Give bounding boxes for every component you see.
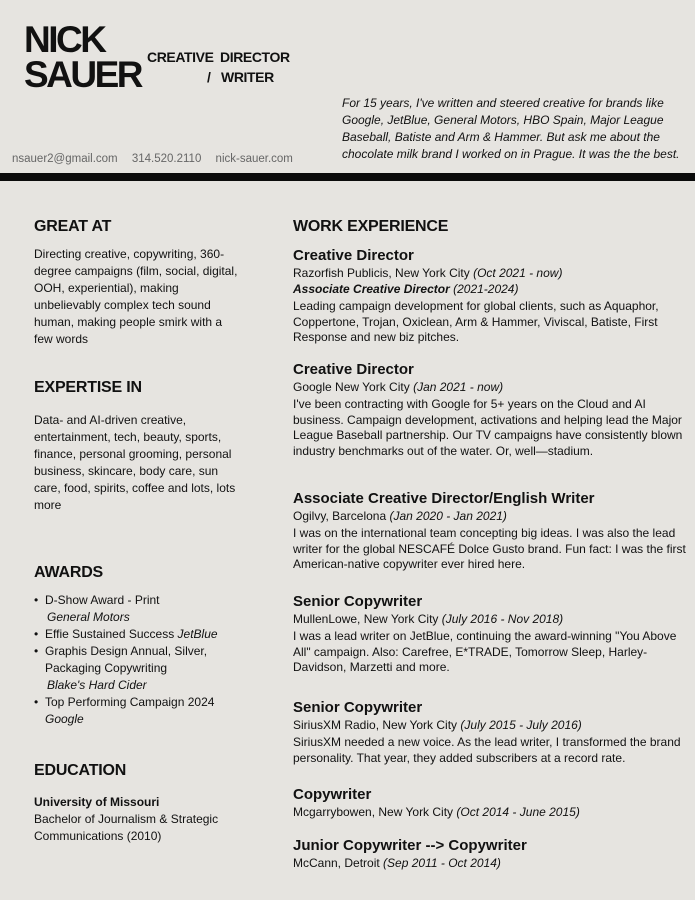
work-heading: WORK EXPERIENCE <box>293 218 449 235</box>
job-entry <box>293 698 688 766</box>
award-client: Google <box>45 712 84 726</box>
job-title: Creative Director <box>293 247 414 264</box>
awards-heading: AWARDS <box>34 564 104 581</box>
job-company-line <box>293 611 688 627</box>
job-company: Razorfish Publicis, New York City <box>293 266 470 280</box>
awards-list <box>34 592 239 728</box>
job-subtitle-dates: (2021-2024) <box>453 282 519 296</box>
role-slash: / <box>207 69 211 85</box>
award-item <box>34 643 239 694</box>
contact-website[interactable]: nick-sauer.com <box>215 153 293 165</box>
award-title: Graphis Design Annual, Silver, Packaging Copywriting <box>45 644 208 675</box>
job-title: Senior Copywriter <box>293 699 423 716</box>
expertise-section <box>34 379 239 514</box>
job-title: Copywriter <box>293 786 372 803</box>
contact-info <box>12 153 304 165</box>
award-client: General Motors <box>47 610 130 624</box>
job-company: MullenLowe, New York City <box>293 612 439 626</box>
education-degree: Bachelor of Journalism & Strategic Communications (2010) <box>34 812 219 843</box>
job-company: Ogilvy, Barcelona <box>293 509 387 523</box>
job-entry <box>293 592 688 676</box>
job-description: I was a lead writer on JetBlue, continuing the award-winning "You Above All" campaign. Also: Carefree, E*TRADE, Tomorrow Sleep, Harley-Davidson, Marzetti and more. <box>293 629 677 674</box>
name-title <box>24 19 142 95</box>
expertise-heading: EXPERTISE IN <box>34 379 142 396</box>
job-company-line <box>293 804 688 820</box>
role-creative: CREATIVE <box>147 49 214 65</box>
award-client: Blake's Hard Cider <box>47 678 147 692</box>
award-item <box>34 592 239 626</box>
contact-phone[interactable]: 314.520.2110 <box>131 153 202 165</box>
education-heading: EDUCATION <box>34 762 127 779</box>
education-section <box>34 762 239 845</box>
award-client: JetBlue <box>177 627 218 641</box>
job-subtitle: Associate Creative Director <box>293 282 450 296</box>
header-divider <box>0 173 695 181</box>
job-entry <box>293 836 688 871</box>
contact-email[interactable]: nsauer2@gmail.com <box>12 153 118 165</box>
job-dates: (Oct 2014 - June 2015) <box>456 805 580 819</box>
job-description: Leading campaign development for global clients, such as Aquaphor, Coppertone, Trojan, Oxiclean, Arm & Hammer, Viviscal, Batiste, First Response and new biz pitches. <box>293 299 659 344</box>
job-dates: (July 2016 - Nov 2018) <box>441 612 564 626</box>
job-company: Google New York City <box>293 380 410 394</box>
great-at-section <box>34 218 239 348</box>
job-company: McCann, Detroit <box>293 856 380 870</box>
job-entry <box>293 246 688 346</box>
last-name: SAUER <box>24 54 142 95</box>
job-company: Mcgarrybowen, New York City <box>293 805 454 819</box>
job-dates: (Jan 2021 - now) <box>413 380 504 394</box>
awards-section <box>34 564 239 728</box>
job-entry <box>293 785 688 820</box>
first-name: NICK <box>24 19 105 60</box>
job-title: Senior Copywriter <box>293 593 423 610</box>
education-school: University of Missouri <box>34 795 160 809</box>
role-writer: WRITER <box>221 69 274 85</box>
award-title: D-Show Award - Print <box>45 593 160 607</box>
job-dates: (Sep 2011 - Oct 2014) <box>383 856 501 870</box>
role-director: DIRECTOR <box>220 49 290 65</box>
job-dates: (Jan 2020 - Jan 2021) <box>389 509 507 523</box>
award-title: Top Performing Campaign 2024 <box>45 695 215 709</box>
job-company-line <box>293 508 688 524</box>
job-company-line <box>293 717 688 733</box>
great-at-heading: GREAT AT <box>34 218 112 235</box>
job-company: SiriusXM Radio, New York City <box>293 718 458 732</box>
award-item <box>34 626 239 643</box>
job-title: Associate Creative Director/English Writer <box>293 490 595 507</box>
expertise-text: Data- and AI-driven creative, entertainment, tech, beauty, sports, finance, personal grooming, personal business, skincare, body care, sun care, food, spirits, coffee and lots, lots more <box>34 413 236 512</box>
job-dates: (July 2015 - July 2016) <box>460 718 582 732</box>
great-at-text: Directing creative, copywriting, 360-degree campaigns (film, social, digital, OOH, experiential), making unbelievably complex tech sound human, making people smirk with a few words <box>34 247 238 346</box>
job-description: I was on the international team concepting big ideas. I was also the lead writer for the global NESCAFÉ Dolce Gusto brand. Fun fact: I was the first American-native copywriter ever hired here. <box>293 526 686 571</box>
award-item <box>34 694 239 728</box>
job-company-line <box>293 265 688 281</box>
job-subtitle-line <box>293 281 688 297</box>
award-title: Effie Sustained Success <box>45 627 175 641</box>
job-entry <box>293 489 688 573</box>
intro-text: For 15 years, I've written and steered creative for brands like Google, JetBlue, General Motors, HBO Spain, Major League Baseball, Batiste and Arm & Hammer. But ask me about the chocolate milk brand I worked on in Prague. It was the the best. <box>342 96 680 161</box>
job-company-line <box>293 379 688 395</box>
job-title: Creative Director <box>293 361 414 378</box>
job-title: Junior Copywriter --> Copywriter <box>293 837 527 854</box>
job-dates: (Oct 2021 - now) <box>473 266 563 280</box>
job-entry <box>293 360 688 459</box>
job-description: I've been contracting with Google for 5+ years on the Cloud and AI business. Campaign development, activations and helping lead the Major League Baseball partnership. Our TV campaigns have consistently blown industry benchmarks out of the water. Or, well—stadium. <box>293 397 683 458</box>
job-description: SiriusXM needed a new voice. As the lead writer, I transformed the brand personality. That year, they added subscribers at a record rate. <box>293 735 681 765</box>
job-company-line <box>293 855 688 871</box>
